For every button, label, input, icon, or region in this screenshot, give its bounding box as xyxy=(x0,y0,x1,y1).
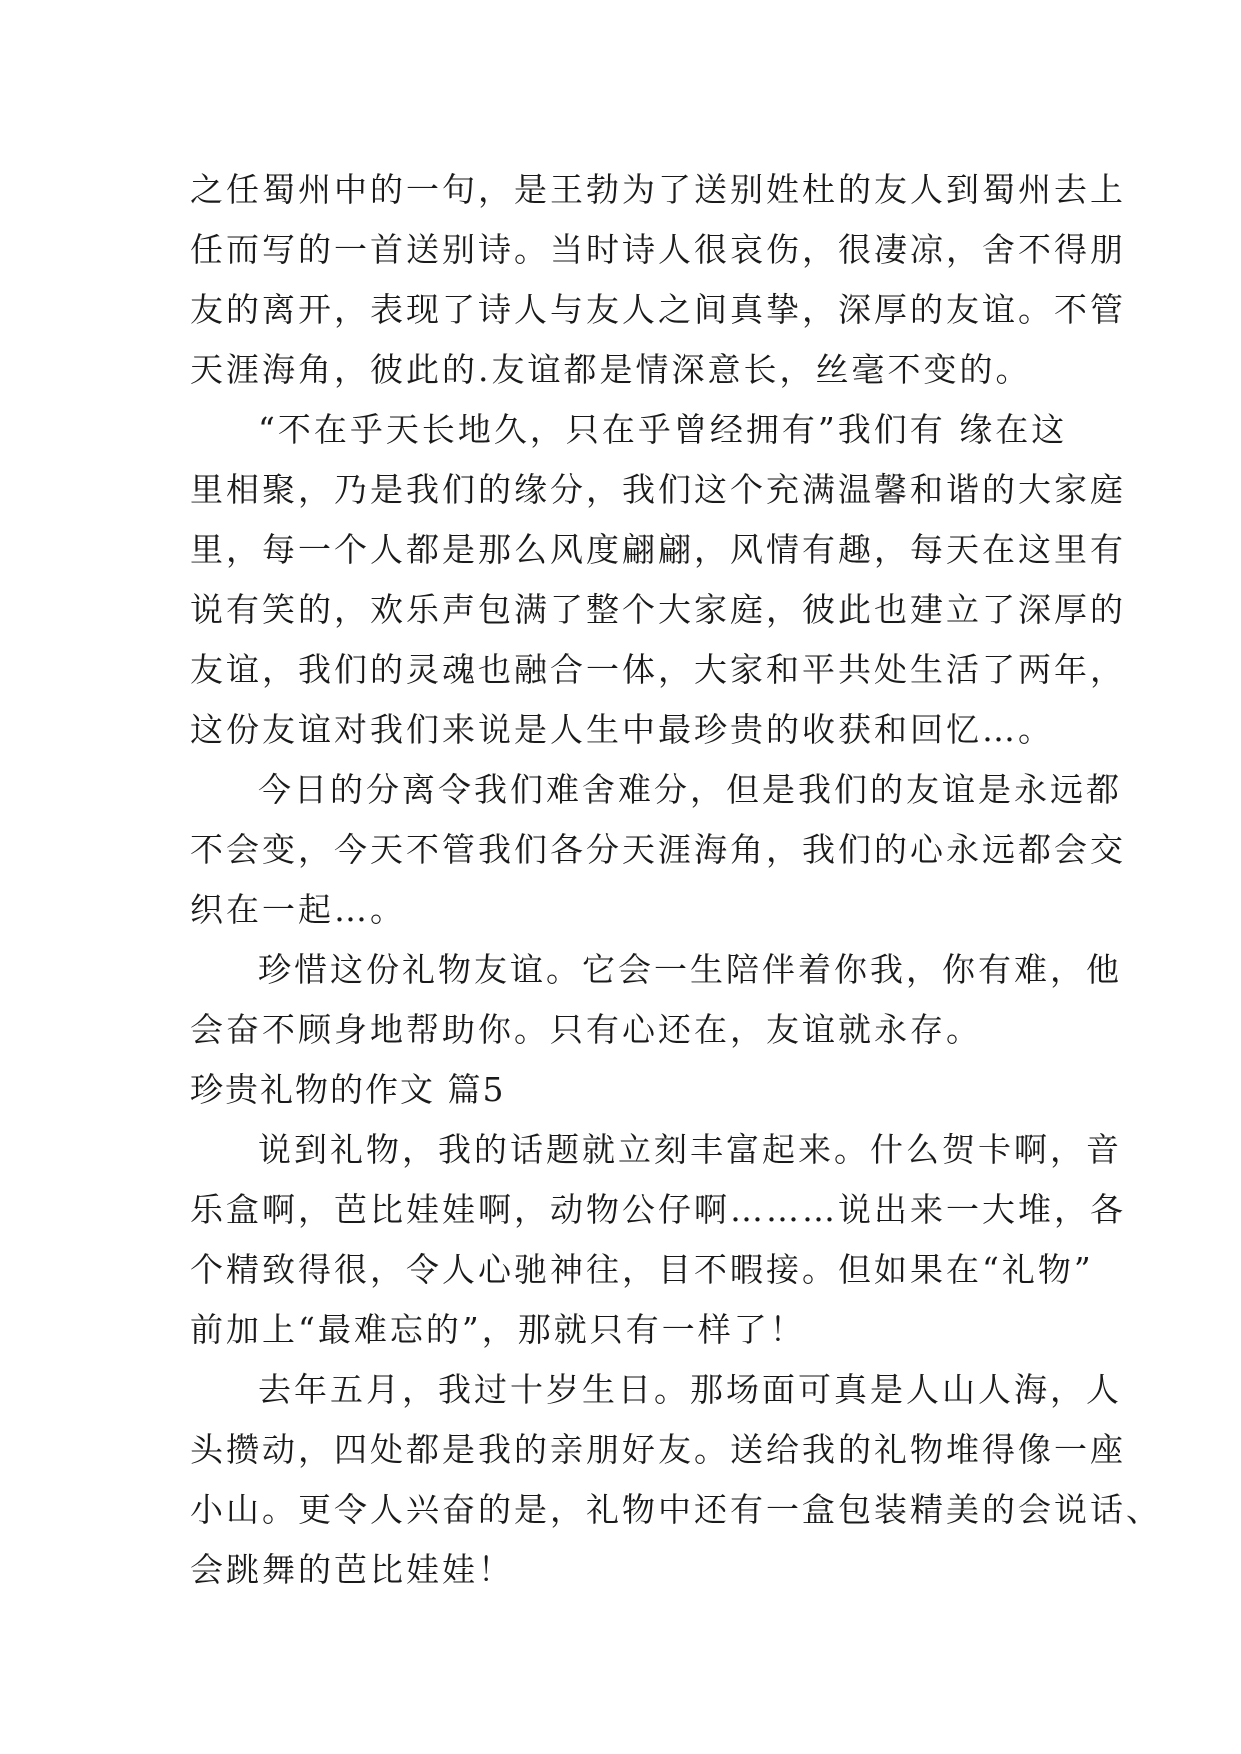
text-line: 不会变，今天不管我们各分天涯海角，我们的心永远都会交 xyxy=(190,830,1126,869)
text-line: 说有笑的，欢乐声包满了整个大家庭，彼此也建立了深厚的 xyxy=(190,590,1126,629)
text-line: 珍惜这份礼物友谊。它会一生陪伴着你我，你有难，他 xyxy=(258,950,1122,989)
paragraph xyxy=(190,1360,1162,1600)
text-line: 去年五月，我过十岁生日。那场面可真是人山人海，人 xyxy=(258,1370,1122,1409)
document-body xyxy=(190,160,1162,1600)
text-line: 里，每一个人都是那么风度翩翩，风情有趣，每天在这里有 xyxy=(190,530,1126,569)
text-line: 乐盒啊，芭比娃娃啊，动物公仔啊………说出来一大堆，各 xyxy=(190,1190,1126,1229)
text-line: 头攒动，四处都是我的亲朋好友。送给我的礼物堆得像一座 xyxy=(190,1430,1126,1469)
paragraph xyxy=(190,940,1122,1060)
text-line: “不在乎天长地久，只在乎曾经拥有”我们有 缘在这 xyxy=(258,410,1068,449)
text-line: 友的离开，表现了诗人与友人之间真挚，深厚的友谊。不管 xyxy=(190,290,1126,329)
text-line: 里相聚，乃是我们的缘分，我们这个充满温馨和谐的大家庭 xyxy=(190,470,1126,509)
text-line: 友谊，我们的灵魂也融合一体，大家和平共处生活了两年， xyxy=(190,650,1126,689)
text-line: 之任蜀州中的一句，是王勃为了送别姓杜的友人到蜀州去上 xyxy=(190,170,1126,209)
text-line: 今日的分离令我们难舍难分，但是我们的友谊是永远都 xyxy=(258,770,1122,809)
paragraph xyxy=(190,400,1126,760)
text-line: 这份友谊对我们来说是人生中最珍贵的收获和回忆…。 xyxy=(190,710,1054,749)
text-line: 小山。更令人兴奋的是，礼物中还有一盒包装精美的会说话、 xyxy=(190,1490,1162,1529)
section-heading: 珍贵礼物的作文 篇5 xyxy=(190,1070,506,1109)
text-line: 说到礼物，我的话题就立刻丰富起来。什么贺卡啊，音 xyxy=(258,1130,1122,1169)
paragraph xyxy=(190,760,1126,940)
text-line: 任而写的一首送别诗。当时诗人很哀伤，很凄凉，舍不得朋 xyxy=(190,230,1126,269)
paragraph xyxy=(190,160,1126,400)
text-line: 前加上“最难忘的”，那就只有一样了！ xyxy=(190,1310,806,1349)
paragraph xyxy=(190,1120,1126,1360)
text-line: 天涯海角，彼此的.友谊都是情深意长，丝毫不变的。 xyxy=(190,350,1032,389)
text-line: 织在一起…。 xyxy=(190,890,406,929)
text-line: 会奋不顾身地帮助你。只有心还在，友谊就永存。 xyxy=(190,1010,982,1049)
text-line: 会跳舞的芭比娃娃！ xyxy=(190,1550,514,1589)
text-line: 个精致得很，令人心驰神往，目不暇接。但如果在“礼物” xyxy=(190,1250,1094,1289)
